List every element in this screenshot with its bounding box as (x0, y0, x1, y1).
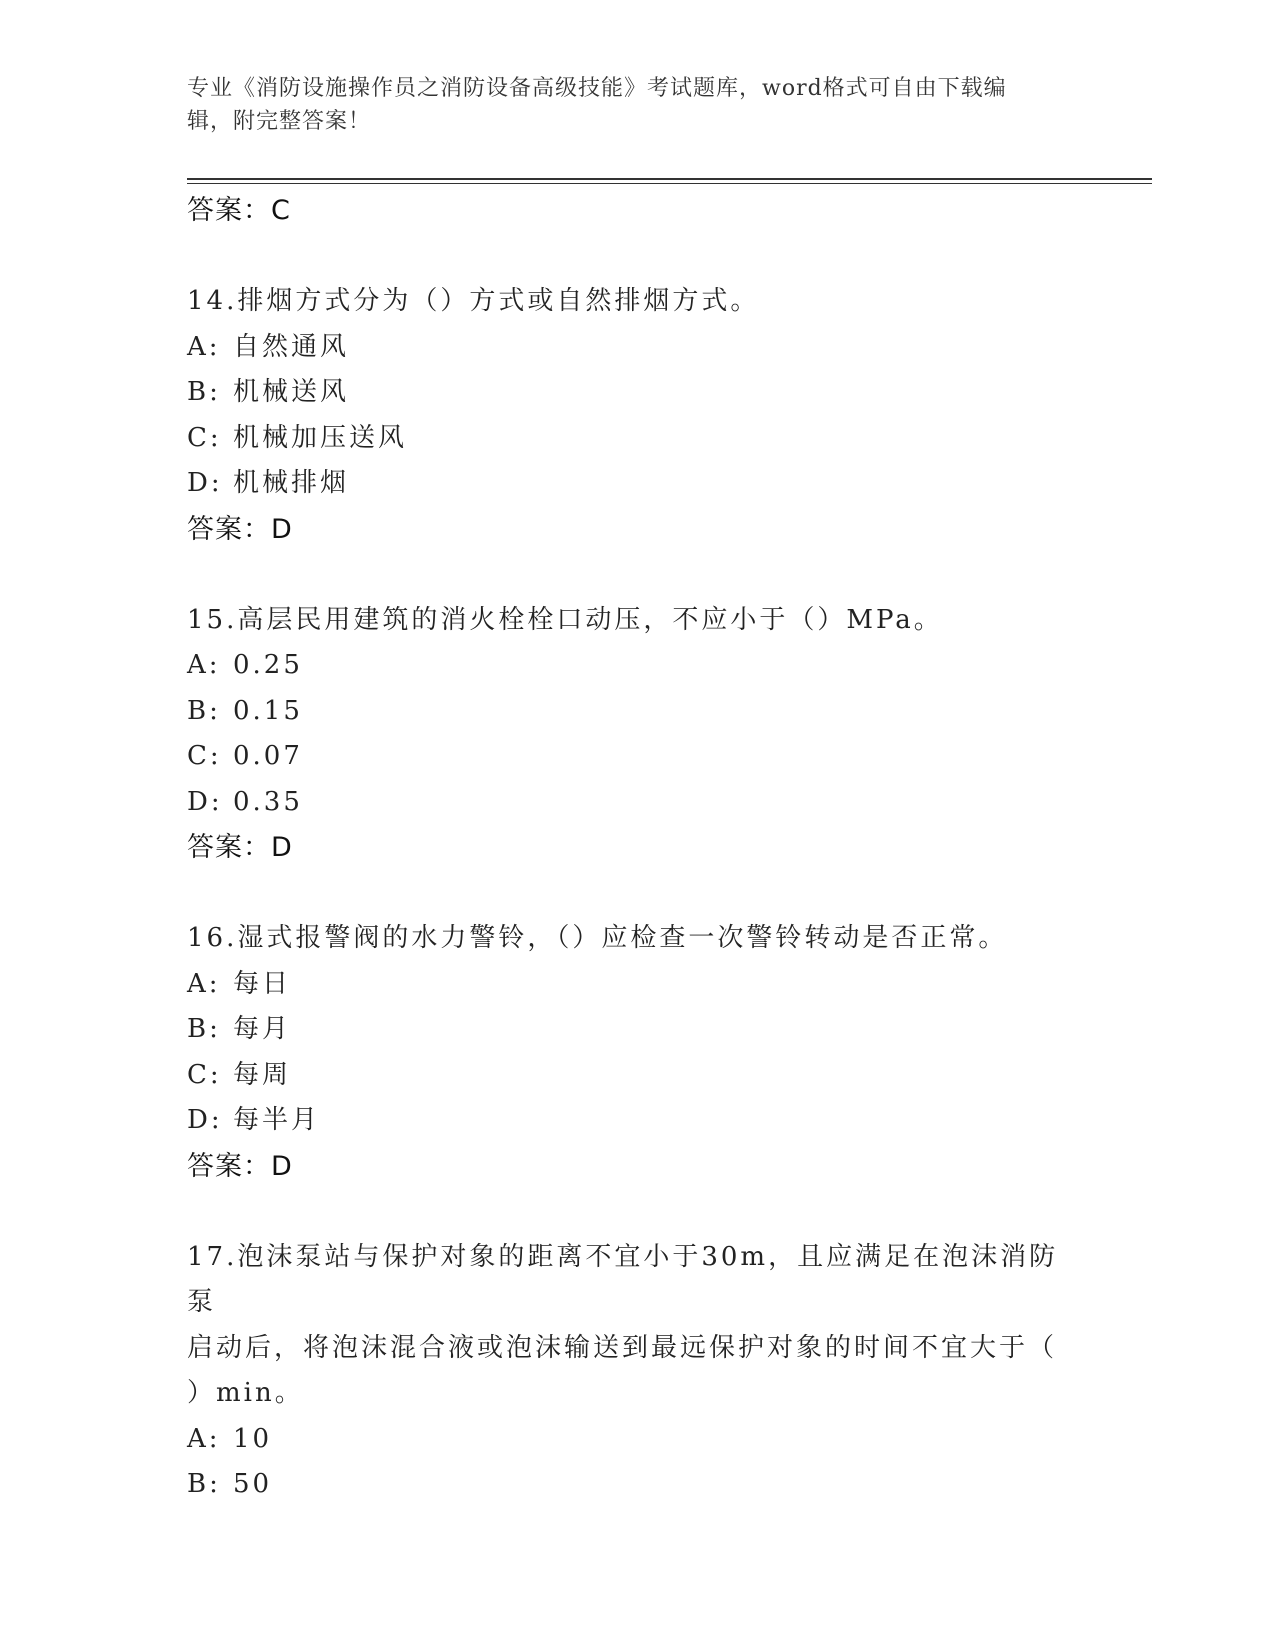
question-text: 16.湿式报警阀的水力警铃，（）应检查一次警铃转动是否正常。 (187, 923, 1008, 953)
header-divider-thick (187, 178, 1152, 180)
option-letter: A: (187, 650, 221, 680)
question-text-line-1: 17.泡沫泵站与保护对象的距离不宜小于30m，且应满足在泡沫消防泵 (187, 1241, 1059, 1317)
option-c (187, 734, 1067, 780)
option-letter: C: (187, 741, 222, 771)
question-text-line-2: 启动后，将泡沫混合液或泡沫输送到最远保护对象的时间不宜大于（ (187, 1332, 1058, 1363)
option-b (187, 1007, 1067, 1053)
option-letter: A: (187, 1423, 221, 1454)
option-letter: B: (187, 1469, 221, 1499)
option-a (187, 643, 1067, 689)
option-text: 0.35 (233, 786, 303, 817)
document-header (187, 72, 1067, 138)
option-text: 50 (233, 1469, 273, 1499)
option-letter: C: (187, 422, 222, 453)
option-text: 10 (233, 1423, 273, 1454)
option-c (187, 1053, 1067, 1099)
question-answer: 答案：D (187, 1150, 293, 1182)
option-text: 每半月 (233, 1105, 321, 1135)
option-letter: B: (187, 377, 221, 407)
question-content (187, 188, 1067, 1508)
option-letter: D: (187, 1105, 223, 1135)
option-d (187, 780, 1067, 826)
option-letter: A: (187, 968, 221, 999)
option-a (187, 1417, 1067, 1463)
option-text: 机械排烟 (233, 468, 350, 498)
option-b (187, 689, 1067, 735)
option-letter: D: (187, 468, 223, 498)
option-letter: D: (187, 786, 223, 817)
option-text: 0.07 (233, 741, 303, 771)
option-text: 0.15 (233, 695, 303, 726)
question-text: 14.排烟方式分为（）方式或自然排烟方式。 (187, 286, 760, 316)
option-d (187, 1098, 1067, 1144)
option-letter: C: (187, 1059, 222, 1090)
question-17 (187, 1235, 1067, 1508)
previous-answer: 答案：C (187, 195, 291, 226)
question-answer: 答案：D (187, 832, 293, 863)
option-letter: A: (187, 331, 221, 362)
option-letter: B: (187, 1014, 221, 1044)
question-text-line-3: ）min。 (187, 1378, 304, 1408)
header-line-1: 专业《消防设施操作员之消防设备高级技能》考试题库，word格式可自由下载编 (187, 76, 1007, 101)
header-line-2: 辑，附完整答案！ (187, 109, 372, 134)
option-text: 0.25 (233, 650, 303, 680)
option-a (187, 325, 1067, 371)
option-text: 自然通风 (233, 331, 350, 362)
option-text: 每月 (233, 1014, 292, 1044)
question-15 (187, 598, 1067, 871)
question-14 (187, 279, 1067, 552)
option-d (187, 461, 1067, 507)
option-text: 机械送风 (233, 377, 350, 407)
question-text: 15.高层民用建筑的消火栓栓口动压，不应小于（）MPa。 (187, 604, 943, 635)
question-16 (187, 916, 1067, 1189)
option-c (187, 416, 1067, 462)
option-b (187, 1462, 1067, 1508)
option-text: 每日 (233, 968, 292, 999)
option-a (187, 962, 1067, 1008)
option-text: 每周 (233, 1059, 292, 1090)
header-divider-thin (187, 183, 1152, 184)
question-answer: 答案：D (187, 513, 293, 545)
option-b (187, 370, 1067, 416)
option-text: 机械加压送风 (233, 422, 408, 453)
option-letter: B: (187, 695, 221, 726)
